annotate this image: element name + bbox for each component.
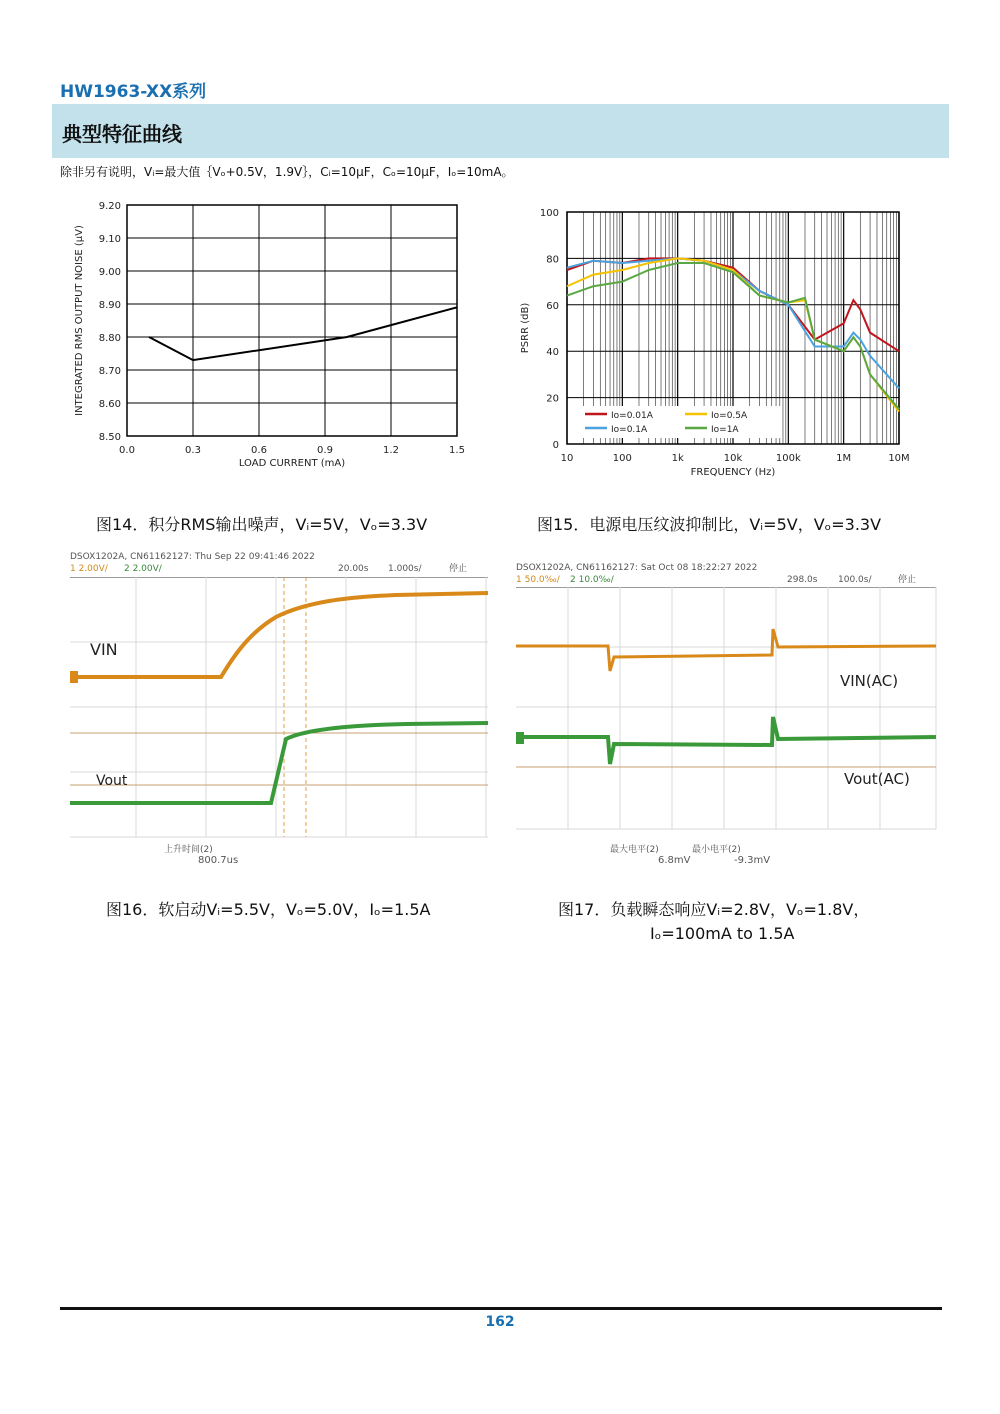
figure-17-caption-line2: Iₒ=100mA to 1.5A [650,924,795,943]
noise-series-line [149,307,457,360]
footer-rule [60,1307,942,1310]
y-tick-label: 8.80 [98,333,121,344]
meas2-value: -9.3mV [734,855,771,866]
y-tick-label: 8.90 [98,300,121,311]
x-tick-label: 10k [723,453,743,464]
y-tick-label: 40 [546,347,559,359]
y-tick-label: 9.00 [98,267,121,278]
page-number: 162 [485,1314,515,1330]
legend-label: Io=0.1A [611,425,648,435]
x-tick-label: 1M [836,453,852,464]
y-tick-label: 100 [539,208,559,219]
ch1-marker [70,671,78,683]
y-axis-label: INTEGRATED RMS OUTPUT NOISE (μV) [74,225,85,416]
x-tick-label: 0.9 [317,445,333,456]
y-tick-label: 9.20 [98,201,121,212]
scope-header: DSOX1202A, CN61162127: Sat Oct 08 18:22:27 2022 [516,563,758,573]
y-tick-label: 8.60 [98,399,121,410]
section-banner [52,104,949,158]
x-tick-label: 0.0 [119,445,135,456]
vout-label: Vout [96,773,128,789]
figure-14-caption: 图14．积分RMS输出噪声，Vᵢ=5V，Vₒ=3.3V [96,515,428,534]
ch2-marker [516,732,524,744]
meas-value: 800.7us [198,855,239,866]
ch1-scale: 1 50.0‰/ [516,575,560,585]
figure-16-caption: 图16．软启动Vᵢ=5.5V，Vₒ=5.0V，Iₒ=1.5A [106,900,431,919]
scope-softstart [66,547,492,869]
y-tick-label: 80 [546,254,559,266]
x-tick-label: 1.5 [449,445,465,456]
run-state: 停止 [898,575,917,585]
psrr-chart [508,200,928,490]
y-tick-label: 60 [546,300,559,312]
figure-17-caption-line1: 图17．负载瞬态响应Vᵢ=2.8V，Vₒ=1.8V， [558,900,870,919]
scope-load-transient [512,559,940,867]
y-tick-label: 8.50 [98,432,121,443]
x-axis-label: FREQUENCY (Hz) [690,467,776,478]
section-title: 典型特征曲线 [62,122,182,146]
x-tick-label: 0.3 [185,445,201,456]
legend-label: Io=1A [711,425,739,435]
figure-15-caption: 图15．电源电压纹波抑制比，Vᵢ=5V，Vₒ=3.3V [537,515,882,534]
test-conditions: 除非另有说明，Vᵢ=最大值｛Vₒ+0.5V，1.9V｝，Cᵢ=10μF，Cₒ=10μF，Iₒ=10mA。 [60,165,514,179]
y-axis-label: PSRR (dB) [520,302,531,354]
x-tick-label: 1.2 [383,445,399,456]
time-per-div: 100.0s/ [838,575,872,585]
ch2-scale: 2 10.0‰/ [570,575,614,585]
x-tick-label: 100 [612,453,632,464]
vin-ac-label: VIN(AC) [840,672,899,690]
ch2-scale: 2 2.00V/ [124,564,162,574]
ch1-scale: 1 2.00V/ [70,564,108,574]
meas1-label: 最大电平(2) [610,845,659,855]
noise-chart [60,195,480,485]
legend-label: Io=0.01A [611,411,653,421]
x-tick-label: 100k [775,453,801,464]
legend-label: Io=0.5A [711,411,748,421]
document-title: HW1963-XX系列 [60,82,207,102]
time-per-div: 1.000s/ [388,564,422,574]
meas1-value: 6.8mV [658,855,691,866]
scope-header: DSOX1202A, CN61162127: Thu Sep 22 09:41:46 2022 [70,552,315,562]
time-position: 20.00s [338,564,369,574]
y-tick-label: 0 [552,440,559,451]
x-tick-label: 1k [671,453,684,464]
time-position: 298.0s [787,575,818,585]
run-state: 停止 [449,564,468,574]
y-tick-label: 20 [546,393,559,405]
vin-label: VIN [90,640,118,659]
x-tick-label: 10M [888,453,910,464]
meas2-label: 最小电平(2) [692,845,741,855]
meas-label: 上升时间(2) [164,845,213,855]
y-tick-label: 8.70 [98,366,121,377]
vout-ac-label: Vout(AC) [844,770,910,788]
x-axis-label: LOAD CURRENT (mA) [238,458,346,469]
y-tick-label: 9.10 [98,234,121,245]
x-tick-label: 10 [560,453,574,464]
x-tick-label: 0.6 [251,445,267,456]
